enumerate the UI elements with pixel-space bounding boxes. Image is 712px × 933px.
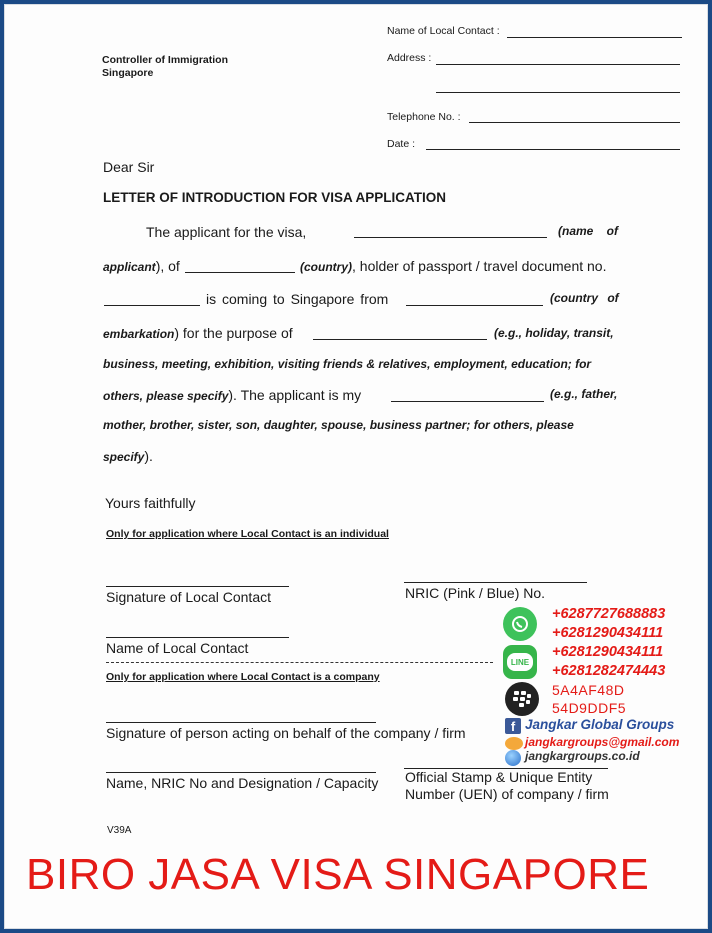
para-line-6b: ). The applicant is my (228, 387, 362, 403)
nric-label: NRIC (Pink / Blue) No. (405, 585, 546, 601)
company-name-line[interactable] (106, 772, 376, 773)
para-line-4c: (e.g., holiday, transit, (494, 326, 614, 340)
telephone-label: Telephone No. : (387, 111, 461, 123)
phone-4: +6281282474443 (552, 663, 666, 679)
whatsapp-icon (503, 607, 537, 641)
salutation: Dear Sir (103, 159, 155, 175)
para-line-3a: is coming to Singapore from (206, 291, 389, 307)
address-line-2[interactable] (436, 92, 680, 93)
embarkation-country-line[interactable] (406, 305, 543, 306)
purpose-line[interactable] (313, 339, 487, 340)
web-icon (505, 750, 521, 766)
applicant-name-line[interactable] (354, 237, 547, 238)
para-line-2b: ), of (155, 258, 180, 274)
individual-name-line[interactable] (106, 637, 289, 638)
para-line-1b: (name of (558, 224, 619, 238)
address-line-1[interactable] (436, 64, 680, 65)
facebook-icon: f (505, 718, 521, 734)
nric-line[interactable] (404, 582, 587, 583)
office-address (102, 54, 228, 80)
individual-heading: Only for application where Local Contact is an individual (106, 528, 389, 540)
address-label: Address : (387, 52, 432, 64)
para-line-2a: applicant (103, 260, 156, 274)
website: jangkargroups.co.id (525, 749, 640, 763)
phone-1: +6287727688883 (552, 606, 666, 622)
company-stamp-label (405, 769, 609, 803)
para-line-4a: embarkation (103, 327, 175, 341)
company-heading: Only for application where Local Contact is a company (106, 671, 380, 683)
local-contact-name-line[interactable] (507, 37, 682, 38)
phone-2: +6281290434111 (552, 625, 664, 641)
bbm-icon (505, 682, 539, 716)
line-label: LINE (507, 653, 533, 671)
email-address: jangkargroups@gmail.com (525, 735, 680, 749)
bbm-pin-2: 54D9DDF5 (552, 700, 627, 716)
para-line-6c: (e.g., father, (550, 387, 618, 401)
contact-overlay (500, 604, 705, 764)
office-line-1: Controller of Immigration (102, 54, 228, 66)
company-signature-label: Signature of person acting on behalf of the company / firm (106, 725, 466, 741)
para-line-2c: (country) (300, 260, 352, 274)
closing: Yours faithfully (105, 495, 196, 511)
form-page (4, 4, 708, 929)
facebook-name: Jangkar Global Groups (525, 717, 675, 732)
date-line[interactable] (426, 149, 680, 150)
para-line-2d: , holder of passport / travel document no. (352, 258, 607, 274)
line-icon (503, 645, 537, 679)
applicant-country-line[interactable] (185, 272, 295, 273)
relationship-line[interactable] (391, 401, 544, 402)
para-line-8a: specify (103, 450, 145, 464)
email-icon (505, 737, 523, 750)
date-label: Date : (387, 138, 416, 150)
form-code: V39A (107, 825, 132, 836)
letter-title: LETTER OF INTRODUCTION FOR VISA APPLICATION (103, 190, 446, 205)
company-name-label: Name, NRIC No and Designation / Capacity (106, 775, 379, 791)
para-line-8b: ). (144, 448, 153, 464)
biro-banner: BIRO JASA VISA SINGAPORE (26, 850, 650, 899)
section-divider (106, 662, 493, 663)
stamp-label-line-1: Official Stamp & Unique Entity (405, 769, 593, 785)
passport-number-line[interactable] (104, 305, 200, 306)
para-line-3b: (country of (550, 291, 619, 305)
para-line-7: mother, brother, sister, son, daughter, spouse, business partner; for others, please (103, 418, 574, 432)
individual-name-label: Name of Local Contact (106, 640, 249, 656)
company-signature-line[interactable] (106, 722, 376, 723)
para-line-4b: ) for the purpose of (174, 325, 293, 341)
para-line-1a: The applicant for the visa, (146, 224, 307, 240)
para-line-6a: others, please specify (103, 389, 229, 403)
para-line-5: business, meeting, exhibition, visiting friends & relatives, employment, education; for (103, 357, 592, 371)
stamp-label-line-2: Number (UEN) of company / firm (405, 786, 609, 802)
individual-signature-line[interactable] (106, 586, 289, 587)
telephone-line[interactable] (469, 122, 680, 123)
bbm-pin-1: 5A4AF48D (552, 682, 625, 698)
individual-signature-label: Signature of Local Contact (106, 589, 271, 605)
office-line-2: Singapore (102, 67, 154, 79)
local-contact-name-label: Name of Local Contact : (387, 25, 500, 37)
phone-3: +6281290434111 (552, 644, 664, 660)
